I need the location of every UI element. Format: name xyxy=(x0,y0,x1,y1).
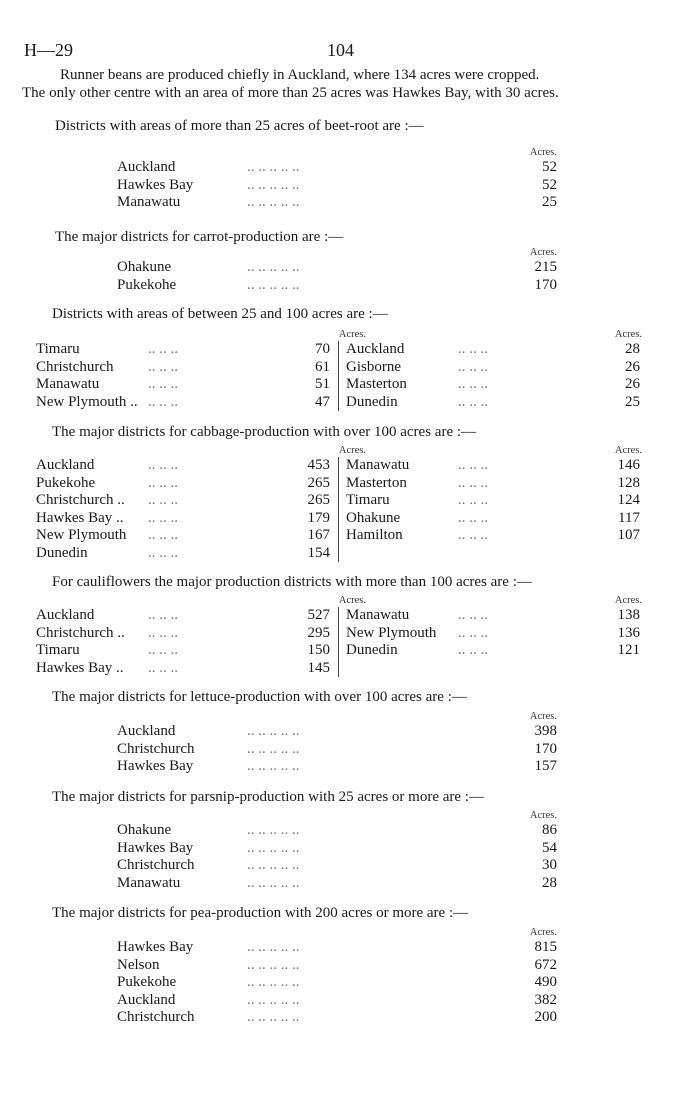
leader-dots: .. .. .. .. .. xyxy=(247,276,300,293)
leader-dots: .. .. .. xyxy=(148,509,178,526)
leader-dots: .. .. .. .. .. xyxy=(247,991,300,1008)
leader-dots: .. .. .. xyxy=(458,509,488,526)
district-name: Masterton xyxy=(346,376,407,392)
acres-value: 70 xyxy=(315,341,330,357)
district-name: Manawatu xyxy=(36,376,100,392)
district-name: Manawatu xyxy=(346,607,410,623)
cabbage-table xyxy=(36,444,642,562)
acres-value: 527 xyxy=(307,607,330,623)
table-row xyxy=(36,341,330,359)
leader-dots: .. .. .. xyxy=(148,642,178,658)
acres-value: 170 xyxy=(534,276,557,293)
acres-value: 61 xyxy=(315,358,330,375)
table-row xyxy=(117,177,557,195)
cabbage-right-rows xyxy=(346,457,642,545)
between-heading: Districts with areas of between 25 and 100 acres are :— xyxy=(52,306,388,322)
leader-dots: .. .. .. xyxy=(148,527,178,543)
district-name: Ohakune xyxy=(117,822,172,838)
table-row xyxy=(36,625,330,643)
table-row xyxy=(36,607,330,625)
leader-dots: .. .. .. .. .. xyxy=(247,839,300,856)
table-row xyxy=(117,259,557,277)
acres-column-header: Acres. xyxy=(338,445,366,456)
leader-dots: .. .. .. xyxy=(148,624,178,641)
leader-dots: .. .. .. xyxy=(458,341,488,357)
district-name: New Plymouth .. xyxy=(36,393,138,410)
leader-dots: .. .. .. xyxy=(148,607,178,623)
leader-dots: .. .. .. .. .. xyxy=(247,1009,300,1025)
between-table xyxy=(36,328,642,411)
district-name: Hawkes Bay xyxy=(117,939,194,955)
acres-column-header: Acres. xyxy=(338,595,366,606)
district-name: Manawatu xyxy=(117,874,181,891)
district-name: Christchurch xyxy=(117,740,195,757)
acres-value: 815 xyxy=(534,939,557,955)
table-row xyxy=(346,341,642,359)
district-name: Pukekohe xyxy=(117,276,177,293)
acres-value: 453 xyxy=(307,457,330,473)
district-name: Timaru xyxy=(346,492,390,508)
leader-dots: .. .. .. .. .. xyxy=(247,259,300,275)
acres-value: 26 xyxy=(625,376,640,392)
district-name: Manawatu xyxy=(117,194,181,210)
district-name: Hawkes Bay xyxy=(117,839,194,856)
district-name: Pukekohe xyxy=(36,474,96,491)
beetroot-rows xyxy=(117,159,557,212)
district-name: Timaru xyxy=(36,642,80,658)
leader-dots: .. .. .. xyxy=(148,659,178,676)
table-row xyxy=(346,625,642,643)
table-row xyxy=(36,394,330,412)
acres-value: 157 xyxy=(534,758,557,774)
table-row xyxy=(117,857,557,875)
acres-value: 51 xyxy=(315,376,330,392)
district-name: New Plymouth xyxy=(346,624,437,641)
table-row xyxy=(346,359,642,377)
leader-dots: .. .. .. xyxy=(458,492,488,508)
acres-value: 124 xyxy=(617,492,640,508)
district-name: Auckland xyxy=(346,341,405,357)
table-row xyxy=(117,822,557,840)
table-row xyxy=(36,545,330,563)
table-row xyxy=(346,457,642,475)
table-row xyxy=(36,510,330,528)
table-row xyxy=(36,376,330,394)
district-name: Ohakune xyxy=(117,259,172,275)
leader-dots: .. .. .. .. .. xyxy=(247,723,300,739)
acres-column-header: Acres. xyxy=(529,810,557,821)
acres-value: 128 xyxy=(617,474,640,491)
district-name: Auckland xyxy=(36,607,95,623)
acres-value: 25 xyxy=(625,393,640,410)
page-number: 104 xyxy=(327,40,354,60)
district-name: Dunedin xyxy=(346,642,398,658)
table-row xyxy=(36,527,330,545)
acres-value: 107 xyxy=(617,527,640,543)
leader-dots: .. .. .. xyxy=(148,474,178,491)
district-name: Dunedin xyxy=(346,393,398,410)
cabbage-left-rows xyxy=(36,457,330,562)
district-name: Christchurch xyxy=(117,1009,195,1025)
table-row xyxy=(346,475,642,493)
acres-value: 672 xyxy=(534,956,557,973)
acres-value: 136 xyxy=(617,624,640,641)
report-code: H—29 xyxy=(24,40,73,60)
district-name: Christchurch xyxy=(36,358,114,375)
leader-dots: .. .. .. .. .. xyxy=(247,974,300,990)
district-name: Auckland xyxy=(117,991,176,1008)
table-row xyxy=(346,510,642,528)
between-right-rows xyxy=(346,341,642,411)
table-row xyxy=(117,277,557,295)
leader-dots: .. .. .. .. .. xyxy=(247,758,300,774)
leader-dots: .. .. .. .. .. xyxy=(247,176,300,193)
acres-value: 170 xyxy=(534,740,557,757)
district-name: Ohakune xyxy=(346,509,401,526)
acres-value: 47 xyxy=(315,393,330,410)
table-row xyxy=(117,741,557,759)
leader-dots: .. .. .. xyxy=(458,376,488,392)
acres-value: 398 xyxy=(534,723,557,739)
acres-value: 265 xyxy=(307,474,330,491)
leader-dots: .. .. .. xyxy=(458,474,488,491)
district-name: Christchurch .. xyxy=(36,624,125,641)
acres-column-header: Acres. xyxy=(614,329,642,340)
table-row xyxy=(117,159,557,177)
table-row xyxy=(36,359,330,377)
leader-dots: .. .. .. xyxy=(148,492,178,508)
leader-dots: .. .. .. .. .. xyxy=(247,874,300,891)
table-row xyxy=(117,939,557,957)
pea-rows xyxy=(117,939,557,1027)
district-name: New Plymouth xyxy=(36,527,127,543)
lettuce-rows xyxy=(117,723,557,776)
leader-dots: .. .. .. .. .. xyxy=(247,194,300,210)
acres-value: 295 xyxy=(307,624,330,641)
leader-dots: .. .. .. xyxy=(148,393,178,410)
acres-value: 150 xyxy=(307,642,330,658)
acres-column-header: Acres. xyxy=(529,927,557,938)
acres-value: 54 xyxy=(542,839,557,856)
cauliflower-table xyxy=(36,594,642,677)
leader-dots: .. .. .. .. .. xyxy=(247,857,300,873)
column-divider xyxy=(338,457,339,562)
district-name: Timaru xyxy=(36,341,80,357)
district-name: Auckland xyxy=(117,723,176,739)
acres-value: 382 xyxy=(534,991,557,1008)
leader-dots: .. .. .. xyxy=(458,607,488,623)
parsnip-rows xyxy=(117,822,557,892)
table-row xyxy=(117,992,557,1010)
acres-value: 146 xyxy=(617,457,640,473)
acres-column-header: Acres. xyxy=(529,147,557,158)
acres-value: 52 xyxy=(542,176,557,193)
table-row xyxy=(346,527,642,545)
table-row xyxy=(36,642,330,660)
table-row xyxy=(117,957,557,975)
table-row xyxy=(117,1009,557,1027)
district-name: Christchurch xyxy=(117,857,195,873)
leader-dots: .. .. .. .. .. xyxy=(247,939,300,955)
leader-dots: .. .. .. xyxy=(148,341,178,357)
beetroot-table xyxy=(117,146,557,212)
district-name: Auckland xyxy=(117,159,176,175)
district-name: Gisborne xyxy=(346,358,401,375)
table-row xyxy=(36,457,330,475)
cauliflower-left-rows xyxy=(36,607,330,677)
district-name: Pukekohe xyxy=(117,974,177,990)
leader-dots: .. .. .. .. .. xyxy=(247,740,300,757)
district-name: Auckland xyxy=(36,457,95,473)
intro-line-1: Runner beans are produced chiefly in Auckland, where 134 acres were cropped. xyxy=(60,67,540,83)
leader-dots: .. .. .. xyxy=(458,624,488,641)
acres-column-header: Acres. xyxy=(338,329,366,340)
district-name: Hamilton xyxy=(346,527,403,543)
acres-value: 215 xyxy=(534,259,557,275)
table-row xyxy=(36,660,330,678)
acres-value: 200 xyxy=(534,1009,557,1025)
lettuce-table xyxy=(117,710,557,776)
table-row xyxy=(36,475,330,493)
leader-dots: .. .. .. .. .. xyxy=(247,159,300,175)
acres-column-header: Acres. xyxy=(529,247,557,258)
leader-dots: .. .. .. xyxy=(148,376,178,392)
district-name: Masterton xyxy=(346,474,407,491)
column-divider xyxy=(338,607,339,677)
acres-value: 25 xyxy=(542,194,557,210)
table-row xyxy=(117,194,557,212)
acres-column-header: Acres. xyxy=(614,445,642,456)
acres-value: 26 xyxy=(625,358,640,375)
carrot-table xyxy=(117,246,557,294)
acres-value: 138 xyxy=(617,607,640,623)
acres-value: 52 xyxy=(542,159,557,175)
leader-dots: .. .. .. xyxy=(458,527,488,543)
carrot-heading: The major districts for carrot-production are :— xyxy=(55,229,344,245)
parsnip-table xyxy=(117,809,557,892)
table-row xyxy=(117,758,557,776)
leader-dots: .. .. .. xyxy=(148,544,178,561)
leader-dots: .. .. .. xyxy=(458,393,488,410)
acres-column-header: Acres. xyxy=(529,711,557,722)
district-name: Hawkes Bay xyxy=(117,758,194,774)
cauliflower-right-rows xyxy=(346,607,642,660)
district-name: Hawkes Bay .. xyxy=(36,659,124,676)
district-name: Dunedin xyxy=(36,544,88,561)
carrot-rows xyxy=(117,259,557,294)
pea-table xyxy=(117,926,557,1027)
cabbage-heading: The major districts for cabbage-production with over 100 acres are :— xyxy=(52,424,477,440)
district-name: Hawkes Bay .. xyxy=(36,509,124,526)
district-name: Christchurch .. xyxy=(36,492,125,508)
district-name: Nelson xyxy=(117,956,160,973)
leader-dots: .. .. .. xyxy=(148,457,178,473)
table-row xyxy=(346,394,642,412)
table-row xyxy=(346,492,642,510)
parsnip-heading: The major districts for parsnip-production with 25 acres or more are :— xyxy=(52,789,484,805)
district-name: Hawkes Bay xyxy=(117,176,194,193)
pea-heading: The major districts for pea-production with 200 acres or more are :— xyxy=(52,905,469,921)
acres-value: 167 xyxy=(307,527,330,543)
acres-value: 121 xyxy=(617,642,640,658)
table-row xyxy=(117,840,557,858)
district-name: Manawatu xyxy=(346,457,410,473)
beetroot-heading: Districts with areas of more than 25 acres of beet-root are :— xyxy=(55,118,424,134)
acres-value: 265 xyxy=(307,492,330,508)
cauliflower-heading: For cauliflowers the major production districts with more than 100 acres are :— xyxy=(52,574,532,590)
leader-dots: .. .. .. .. .. xyxy=(247,956,300,973)
leader-dots: .. .. .. xyxy=(458,642,488,658)
leader-dots: .. .. .. xyxy=(148,358,178,375)
table-row xyxy=(117,723,557,741)
acres-value: 30 xyxy=(542,857,557,873)
leader-dots: .. .. .. xyxy=(458,457,488,473)
table-row xyxy=(346,607,642,625)
table-row xyxy=(346,376,642,394)
between-left-rows xyxy=(36,341,330,411)
table-row xyxy=(117,875,557,893)
acres-value: 179 xyxy=(307,509,330,526)
acres-value: 86 xyxy=(542,822,557,838)
acres-value: 490 xyxy=(534,974,557,990)
acres-value: 28 xyxy=(542,874,557,891)
acres-value: 28 xyxy=(625,341,640,357)
acres-value: 154 xyxy=(307,544,330,561)
intro-line-2: The only other centre with an area of more than 25 acres was Hawkes Bay, with 30 acres. xyxy=(22,85,559,101)
acres-value: 145 xyxy=(307,659,330,676)
leader-dots: .. .. .. xyxy=(458,358,488,375)
table-row xyxy=(346,642,642,660)
leader-dots: .. .. .. .. .. xyxy=(247,822,300,838)
table-row xyxy=(36,492,330,510)
column-divider xyxy=(338,341,339,411)
acres-column-header: Acres. xyxy=(614,595,642,606)
lettuce-heading: The major districts for lettuce-production with over 100 acres are :— xyxy=(52,689,467,705)
table-row xyxy=(117,974,557,992)
acres-value: 117 xyxy=(618,509,640,526)
